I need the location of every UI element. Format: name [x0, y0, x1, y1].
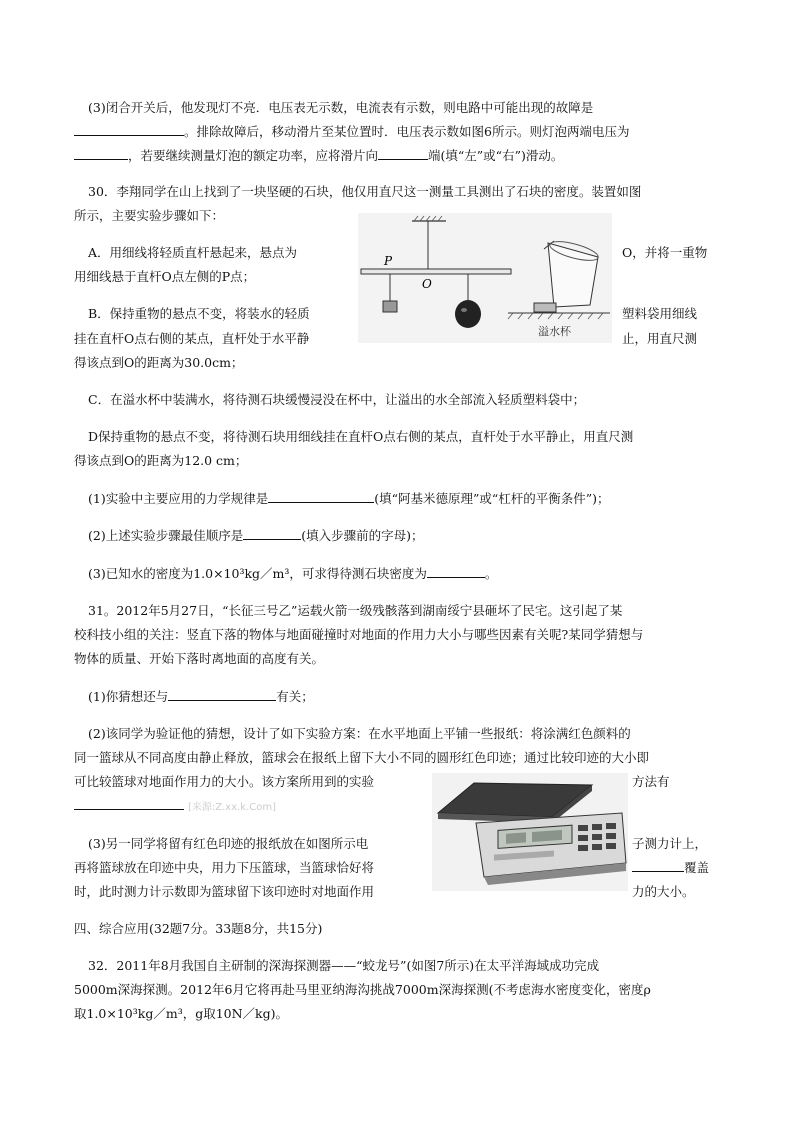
- q31-sub-3-2-right: 覆盖: [632, 859, 709, 876]
- source-watermark: [来源:Z.xx.k.Com]: [187, 802, 277, 813]
- lever-figure: [358, 213, 612, 343]
- q31-sub-3-1-left: (3)另一同学将留有红色印迹的报纸放在如图所示电: [88, 836, 369, 851]
- q31-intro-1: 31。2012年5月27日，“长征三号乙”运载火箭一级残骸落到湖南绥宁县砸坏了民宅。这引起了某: [88, 603, 623, 618]
- q29-text-3b: 端(填“左”或“右”)滑动。: [428, 148, 564, 163]
- answer-blank[interactable]: [268, 490, 374, 503]
- answer-blank[interactable]: [74, 123, 184, 136]
- q30-step-b-2-right: 止，用直尺测: [622, 331, 698, 346]
- q30-step-d-1: D保持重物的悬点不变，将待测石块用细线挂在直杆O点右侧的某点，直杆处于水平静止，用直尺测: [88, 429, 634, 444]
- q32-line-1: 32．2011年8月我国自主研制的深海探测器——“蛟龙号”(如图7所示)在太平洋海域成功完成: [88, 958, 600, 973]
- q31-intro-3: 物体的质量、开始下落时离地面的高度有关。: [74, 651, 325, 666]
- stone-icon: [455, 300, 481, 328]
- q31-sub-3-2-left: 再将篮球放在印迹中央，用力下压篮球，当篮球恰好将: [74, 860, 375, 875]
- answer-blank[interactable]: [243, 527, 301, 540]
- q30-step-b-2-left: 挂在直杆O点右侧的某点，直杆处于水平静: [74, 331, 310, 346]
- q30-step-c: C．在溢水杯中装满水，将待测石块缓慢浸没在杯中，让溢出的水全部流入轻质塑料袋中；: [88, 392, 586, 407]
- q32-line-3: 取1.0×10³kg／m³，g取10N／kg)。: [74, 1006, 289, 1021]
- answer-blank[interactable]: [378, 147, 428, 160]
- q31-sub-2-1: (2)该同学为验证他的猜想，设计了如下实验方案：在水平地面上平铺一些报纸：将涂满红色颜料的: [88, 726, 631, 741]
- label-o: O: [422, 277, 432, 291]
- q31-sub-3-3-left: 时，此时测力计示数即为篮球留下该印迹时对地面作用: [74, 884, 375, 899]
- q30-step-a-right: O，并将一重物: [622, 245, 708, 260]
- q29-line-1: [88, 99, 593, 116]
- q29-text-2: 。排除故障后，移动滑片至某位置时．电压表示数如图6所示。则灯泡两端电压为: [184, 124, 630, 139]
- answer-blank[interactable]: [632, 859, 684, 872]
- cup-label: 溢水杯: [538, 325, 571, 338]
- answer-blank[interactable]: [427, 565, 485, 578]
- q30-sub-2: (2)上述实验步骤最佳顺序是 (填入步骤前的字母)；: [88, 528, 424, 543]
- q31-sub-2-3-left: 可比较篮球对地面作用力的大小。该方案所用到的实验: [74, 774, 375, 789]
- q31-sub-3-1-right: 子测力计上，: [632, 836, 708, 851]
- q30-step-d-2: 得该点到O的距离为12.0 cm；: [74, 453, 248, 468]
- q31-sub-3-3-right: 力的大小。: [632, 884, 695, 899]
- q29-line-3: [74, 147, 563, 164]
- q31-sub-2-2: 同一篮球从不同高度由静止释放，篮球会在报纸上留下大小不同的圆形红色印迹；通过比较印迹的大小即: [74, 750, 650, 765]
- scale-keypad-icon: [578, 823, 616, 851]
- q30-step-b-3: 得该点到O的距离为30.0cm；: [74, 355, 244, 370]
- q31-sub-1: (1)你猜想还与 有关；: [88, 689, 314, 704]
- answer-blank[interactable]: [74, 797, 184, 810]
- q30-step-b-left: B．保持重物的悬点不变，将装水的轻质: [88, 306, 310, 321]
- q29-text-3a: ，若要继续测量灯泡的额定功率，应将滑片向: [128, 148, 379, 163]
- q30-step-a-left: A．用细线将轻质直杆悬起来，悬点为: [88, 245, 298, 260]
- q30-intro-1: 30．李翔同学在山上找到了一块坚硬的石块，他仅用直尺这一测量工具测出了石块的密度。装置如图: [88, 184, 642, 199]
- section-4-heading: 四、综合应用(32题7分。33题8分，共15分): [74, 921, 323, 936]
- q30-intro-2: 所示，主要实验步骤如下：: [74, 208, 225, 223]
- q32-line-2: 5000m深海探测。2012年6月它将再赴马里亚纳海沟挑战7000m深海探测(不考虑海水密度变化，密度ρ: [74, 982, 651, 997]
- label-p: P: [384, 254, 393, 268]
- q31-intro-2: 校科技小组的关注：竖直下落的物体与地面碰撞时对地面的作用力大小与哪些因素有关呢?某同学猜想与: [74, 627, 644, 642]
- q30-sub-3: (3)已知水的密度为1.0×10³kg／m³，可求得待测石块密度为 。: [88, 566, 498, 581]
- q29-line-2: [74, 123, 629, 140]
- answer-blank[interactable]: [168, 688, 276, 701]
- q31-sub-2-3-right: 方法有: [632, 774, 670, 789]
- weight-block: [383, 301, 397, 312]
- q30-sub-1: (1)实验中主要应用的力学规律是 (填“阿基米德原理”或“杠杆的平衡条件”)；: [88, 491, 610, 506]
- electronic-scale-figure: [432, 773, 628, 891]
- q30-step-b-right: 塑料袋用细线: [622, 306, 698, 321]
- answer-blank[interactable]: [74, 147, 128, 160]
- q30-step-a-2: 用细线悬于直杆O点左侧的P点；: [74, 269, 256, 284]
- q29-text-1: (3)闭合开关后，他发现灯不亮．电压表无示数，电流表有示数，则电路中可能出现的故障是: [88, 100, 594, 115]
- q31-sub-2-4: [74, 797, 276, 816]
